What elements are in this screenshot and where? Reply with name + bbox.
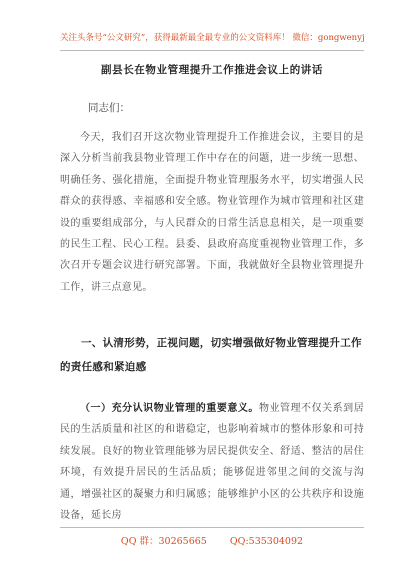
paragraph-section-1-1 (60, 398, 364, 526)
header-divider (60, 50, 364, 51)
subsection-body: 物业管理不仅关系到居民的生活质量和社区的和谐稳定，也影响着城市的整体形象和可持续发展。良好的物业管理能够为居民提供安全、舒适、整洁的居住环境，有效提升居民的生活品质；能够促进邻里之间的交流与沟通，增强社区的凝聚力和归属感；能够维护小区的公共秩序和设施设备，延长房 (60, 403, 364, 522)
header-note: 关注头条号“公文研究”，获得最新最全最专业的公文资料库！ 微信：gongwenyj (60, 33, 365, 43)
document-title: 副县长在物业管理提升工作推进会议上的讲话 (101, 64, 323, 76)
footer-divider (60, 527, 364, 528)
paragraph-intro: 今天，我们召开这次物业管理提升工作推进会议，主要目的是深入分析当前我县物业管理工作中存在的问题，进一步统一思想、明确任务、强化措施，全面提升物业管理服务水平，切实增强人民群众的获得感、幸福感和安全感。物业管理作为城市管理和社区建设的重要组成部分，与人民群众的日常生活息息相关，是一项重要的民生工程、民心工程。县委、县政府高度重视物业管理工作，多次召开专题会议进行研究部署。下面，我就做好全县物业管理提升工作，讲三点意见。 (60, 132, 364, 293)
subsection-lead: （一）充分认识物业管理的重要意义。 (80, 403, 259, 414)
section-heading-1: 一、认清形势，正视问题，切实增强做好物业管理提升工作的责任感和紧迫感 (60, 337, 362, 373)
footer-qq: QQ:535304092 (229, 536, 304, 547)
salutation: 同志们： (88, 102, 130, 114)
footer-qq-group: QQ 群：30265665 (120, 536, 207, 547)
footer (60, 533, 364, 547)
